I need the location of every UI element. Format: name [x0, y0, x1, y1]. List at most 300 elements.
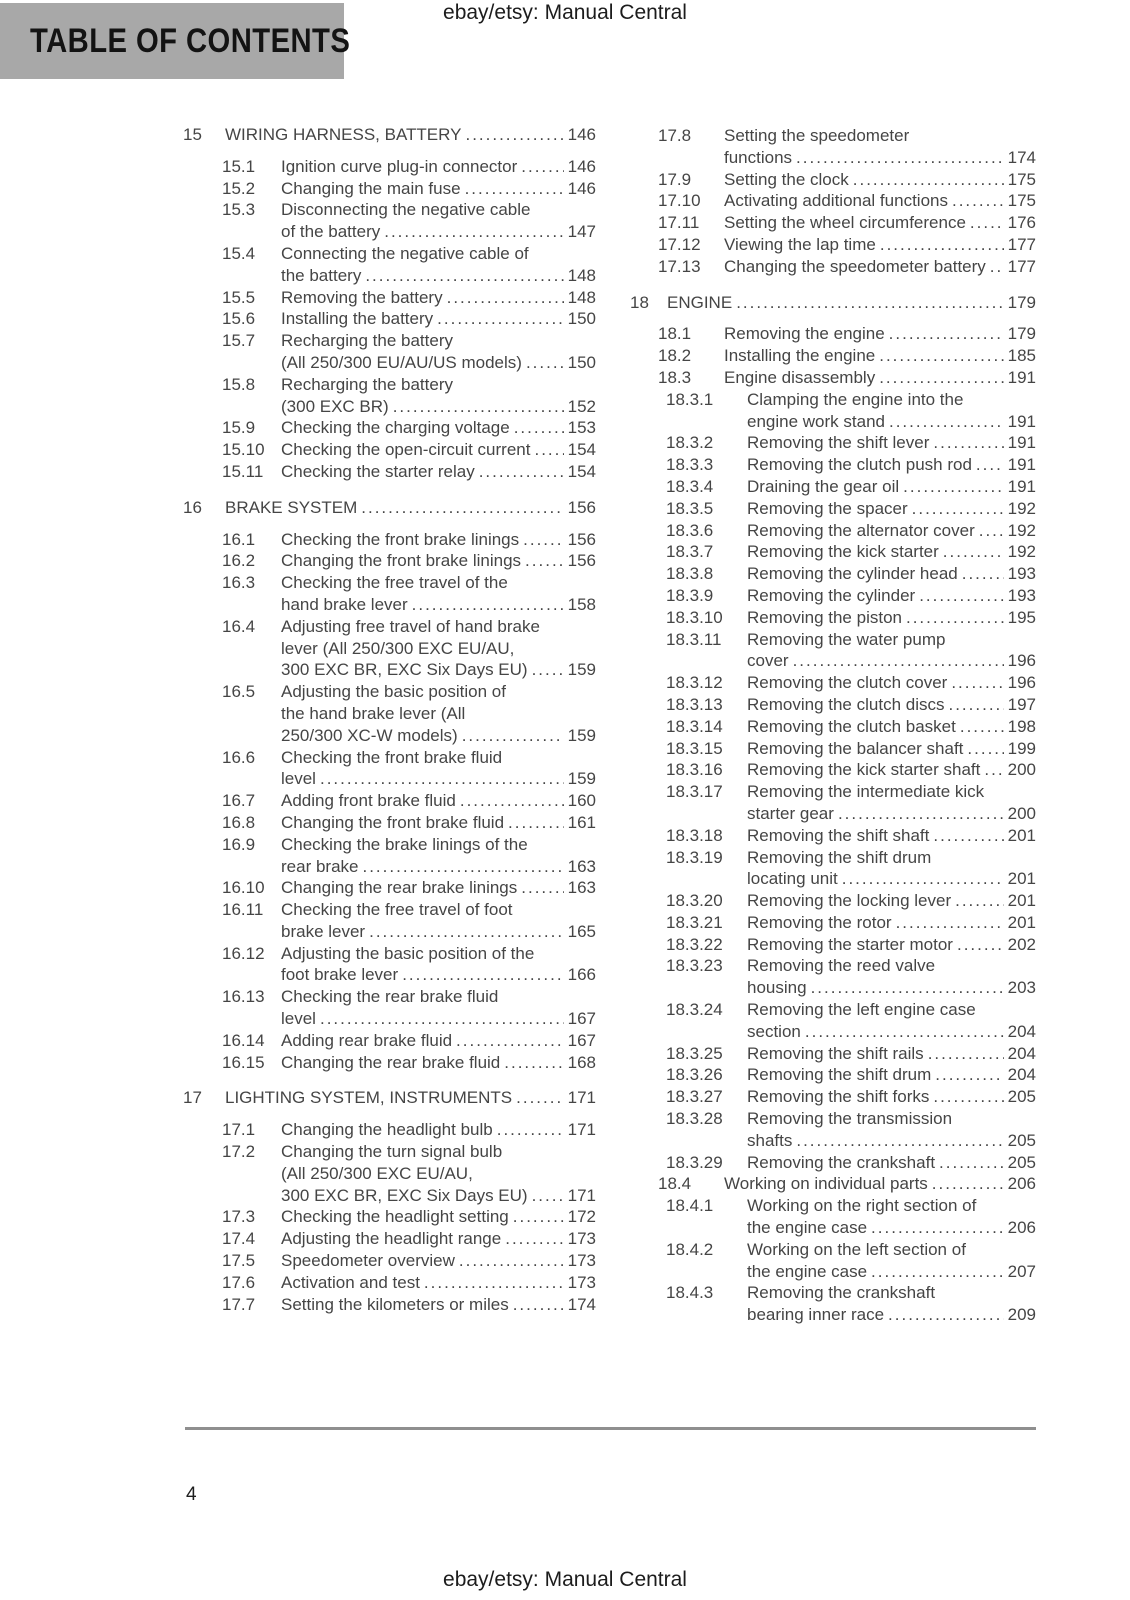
dot-leader — [933, 432, 1003, 454]
toc-entry — [183, 199, 596, 243]
entry-page: 201 — [1007, 869, 1036, 889]
entry-number: 15.3 — [222, 200, 256, 220]
toc-entry — [630, 1282, 1036, 1326]
entry-page: 168 — [567, 1052, 596, 1072]
toc-column — [183, 124, 596, 1315]
entry-number: 16.3 — [222, 573, 256, 593]
entry-text-line: level — [281, 1009, 316, 1029]
entry-text-line: Removing the clutch basket — [747, 716, 956, 736]
entry-page: 192 — [1007, 520, 1036, 540]
toc-entry — [630, 1195, 1036, 1239]
entry-page: 146 — [567, 125, 596, 144]
entry-number: 16.2 — [222, 551, 256, 571]
entry-text-line: Checking the starter relay — [281, 461, 475, 481]
entry-text-line: LIGHTING SYSTEM, INSTRUMENTS — [225, 1088, 513, 1108]
entry-page: 201 — [1007, 891, 1036, 911]
entry-page: 156 — [567, 497, 596, 517]
entry-text-line: Removing the intermediate kick — [747, 782, 985, 802]
dot-leader — [447, 287, 564, 309]
entry-page: 148 — [567, 265, 596, 285]
entry-number: 18.4 — [658, 1174, 692, 1194]
entry-page: 205 — [1007, 1152, 1036, 1172]
entry-page: 193 — [1007, 585, 1036, 605]
entry-text-line: housing — [747, 978, 807, 998]
dot-leader — [948, 694, 1003, 716]
toc-entry — [630, 1173, 1036, 1195]
entry-page: 191 — [1007, 455, 1036, 475]
page-header-title: ebay/etsy: Manual Central — [443, 1, 687, 24]
toc-entry — [630, 212, 1036, 234]
entry-text-line: Removing the kick starter shaft — [747, 760, 981, 780]
toc-entry — [630, 847, 1036, 891]
entry-text-line: ENGINE — [667, 292, 733, 312]
toc-entry — [630, 1086, 1036, 1108]
toc-entry — [183, 1141, 596, 1206]
entry-page: 158 — [567, 594, 596, 614]
toc-entry — [183, 243, 596, 287]
entry-text-line: Changing the headlight bulb — [281, 1120, 493, 1140]
entry-number: 18 — [630, 292, 649, 312]
dot-leader — [976, 454, 1004, 476]
entry-number: 16.15 — [222, 1052, 265, 1072]
entry-number: 15.6 — [222, 309, 256, 329]
entry-page: 179 — [1007, 292, 1036, 312]
entry-page: 204 — [1007, 1065, 1036, 1085]
entry-page: 207 — [1007, 1261, 1036, 1281]
dot-leader — [402, 964, 563, 986]
entry-page: 191 — [1007, 411, 1036, 431]
toc-entry — [183, 681, 596, 746]
entry-page: 202 — [1007, 934, 1036, 954]
dot-leader — [903, 476, 1003, 498]
entry-number: 15.1 — [222, 156, 256, 176]
entry-number: 18.3.15 — [666, 738, 723, 758]
toc-entry — [630, 629, 1036, 673]
entry-page: 171 — [567, 1185, 596, 1205]
toc-entry — [183, 1206, 596, 1228]
entry-number: 17 — [183, 1088, 202, 1108]
entry-page: 179 — [1007, 324, 1036, 344]
toc-entry — [630, 716, 1036, 738]
entry-page: 195 — [1007, 607, 1036, 627]
entry-text-line: Adjusting the basic position of — [281, 682, 506, 702]
entry-text-line: engine work stand — [747, 411, 885, 431]
entry-number: 18.3.28 — [666, 1109, 723, 1129]
entry-text-line: Removing the shift drum — [747, 1065, 932, 1085]
toc-entry — [630, 890, 1036, 912]
toc-entry — [183, 417, 596, 439]
entry-number: 17.9 — [658, 169, 692, 189]
entry-page: 152 — [567, 396, 596, 416]
entry-number: 17.3 — [222, 1207, 256, 1227]
toc-title-banner — [0, 3, 351, 79]
entry-number: 15.5 — [222, 287, 256, 307]
toc-entry — [183, 1228, 596, 1250]
entry-text-line: Removing the cylinder head — [747, 564, 958, 584]
entry-number: 17.10 — [658, 191, 701, 211]
toc-title: TABLE OF CONTENTS — [30, 21, 351, 60]
entry-page: 150 — [567, 309, 596, 329]
toc-entry — [630, 934, 1036, 956]
entry-text-line: (All 250/300 EU/AU/US models) — [281, 352, 522, 372]
entry-text-line: Disconnecting the negative cable — [281, 200, 531, 220]
entry-text-line: brake lever — [281, 921, 366, 941]
entry-page: 159 — [567, 769, 596, 789]
entry-page: 197 — [1007, 694, 1036, 714]
toc-entry — [183, 461, 596, 483]
entry-page: 203 — [1007, 978, 1036, 998]
entry-text-line: Checking the brake linings of the — [281, 834, 528, 854]
entry-text-line: rear brake — [281, 856, 359, 876]
toc-entry — [183, 616, 596, 681]
entry-number: 18.3.29 — [666, 1152, 723, 1172]
entry-number: 18.3.9 — [666, 585, 714, 605]
entry-text-line: Working on the right section of — [747, 1196, 977, 1216]
dot-leader — [970, 212, 1004, 234]
entry-number: 17.6 — [222, 1272, 256, 1292]
entry-number: 18.3.19 — [666, 847, 723, 867]
entry-text-line: Removing the locking lever — [747, 891, 952, 911]
toc-entry — [630, 1239, 1036, 1283]
entry-text-line: bearing inner race — [747, 1305, 885, 1325]
entry-text-line: Checking the open-circuit current — [281, 440, 531, 460]
entry-text-line: the engine case — [747, 1218, 868, 1238]
entry-page: 163 — [567, 856, 596, 876]
toc-entry — [183, 1119, 596, 1141]
toc-section-header — [630, 292, 1036, 314]
toc-entry — [630, 672, 1036, 694]
entry-text-line: of the battery — [281, 222, 381, 242]
entry-text-line: Changing the rear brake linings — [281, 878, 518, 898]
entry-text-line: Changing the turn signal bulb — [281, 1142, 503, 1162]
dot-leader — [889, 323, 1004, 345]
entry-page: 160 — [567, 791, 596, 811]
dot-leader — [933, 825, 1003, 847]
dot-leader — [504, 1052, 563, 1074]
entry-number: 16.8 — [222, 812, 256, 832]
entry-page: 177 — [1007, 256, 1036, 276]
entry-page: 154 — [567, 461, 596, 481]
toc-entry — [183, 439, 596, 461]
dot-leader — [933, 1086, 1003, 1108]
entry-page: 146 — [567, 156, 596, 176]
entry-text-line: Draining the gear oil — [747, 476, 900, 496]
entry-number: 18.3.5 — [666, 498, 714, 518]
entry-number: 18.4.3 — [666, 1283, 714, 1303]
dot-leader — [508, 812, 564, 834]
entry-page: 173 — [567, 1272, 596, 1292]
entry-text-line: Setting the speedometer — [724, 126, 910, 145]
entry-number: 15.7 — [222, 331, 256, 351]
entry-page: 192 — [1007, 542, 1036, 562]
toc-entry — [183, 1272, 596, 1294]
dot-leader — [793, 650, 1004, 672]
entry-text-line: Checking the free travel of the — [281, 573, 508, 593]
entry-number: 18.3.13 — [666, 694, 723, 714]
dot-leader — [962, 563, 1004, 585]
entry-page: 193 — [1007, 564, 1036, 584]
entry-text-line: Checking the headlight setting — [281, 1207, 509, 1227]
entry-page: 201 — [1007, 912, 1036, 932]
entry-text-line: Setting the kilometers or miles — [281, 1294, 509, 1314]
entry-text-line: Removing the alternator cover — [747, 520, 975, 540]
toc-entry — [183, 899, 596, 943]
entry-page: 161 — [567, 812, 596, 832]
entry-number: 18.3.14 — [666, 716, 723, 736]
entry-page: 198 — [1007, 716, 1036, 736]
entry-number: 16.4 — [222, 616, 256, 636]
entry-text-line: Changing the speedometer battery — [724, 256, 986, 276]
toc-entry — [630, 999, 1036, 1043]
page-number: 4 — [186, 1484, 197, 1505]
entry-number: 16.9 — [222, 834, 256, 854]
dot-leader — [990, 256, 1004, 278]
dot-leader — [912, 498, 1004, 520]
entry-page: 173 — [567, 1251, 596, 1271]
entry-number: 18.3.17 — [666, 782, 723, 802]
toc-entry — [630, 432, 1036, 454]
entry-number: 18.3.6 — [666, 520, 714, 540]
dot-leader — [879, 345, 1003, 367]
entry-number: 18.3.21 — [666, 912, 723, 932]
entry-text-line: functions — [724, 147, 793, 167]
toc-entry — [630, 738, 1036, 760]
entry-page: 196 — [1007, 673, 1036, 693]
dot-leader — [465, 178, 564, 200]
entry-number: 18.3.7 — [666, 542, 714, 562]
entry-text-line: Engine disassembly — [724, 367, 876, 387]
entry-text-line: Removing the clutch discs — [747, 694, 945, 714]
dot-leader — [532, 1185, 564, 1207]
entry-page: 204 — [1007, 1043, 1036, 1063]
entry-number: 18.3.25 — [666, 1043, 723, 1063]
entry-text-line: Removing the shift forks — [747, 1087, 930, 1107]
entry-number: 17.2 — [222, 1142, 256, 1162]
dot-leader — [979, 520, 1004, 542]
entry-page: 163 — [567, 878, 596, 898]
dot-leader — [459, 1250, 564, 1272]
dot-leader — [393, 396, 564, 418]
entry-page: 156 — [567, 529, 596, 549]
entry-page: 206 — [1007, 1218, 1036, 1238]
entry-text-line: Removing the shift rails — [747, 1043, 924, 1063]
dot-leader — [853, 169, 1004, 191]
dot-leader — [460, 790, 564, 812]
dot-leader — [497, 1119, 564, 1141]
dot-leader — [736, 292, 1003, 314]
toc-entry — [630, 323, 1036, 345]
toc-entry — [183, 943, 596, 987]
dot-leader — [957, 934, 1004, 956]
entry-text-line: Removing the rotor — [747, 912, 892, 932]
toc-section-header — [183, 497, 596, 519]
dot-leader — [879, 367, 1003, 389]
dot-leader — [952, 190, 1004, 212]
dot-leader — [521, 156, 563, 178]
entry-text-line: Checking the free travel of foot — [281, 900, 513, 920]
page-footer-title: ebay/etsy: Manual Central — [443, 1568, 687, 1591]
toc-entry — [183, 790, 596, 812]
entry-text-line: Removing the piston — [747, 607, 902, 627]
dot-leader — [462, 725, 564, 747]
entry-text-line: Removing the water pump — [747, 629, 946, 649]
entry-page: 201 — [1007, 825, 1036, 845]
entry-text-line: Installing the engine — [724, 346, 876, 366]
entry-page: 154 — [567, 440, 596, 460]
entry-number: 18.3.24 — [666, 1000, 723, 1020]
entry-page: 172 — [567, 1207, 596, 1227]
toc-entry — [183, 1294, 596, 1316]
entry-number: 15.9 — [222, 418, 256, 438]
entry-number: 18.3.10 — [666, 607, 723, 627]
entry-page: 150 — [567, 352, 596, 372]
dot-leader — [805, 1021, 1004, 1043]
dot-leader — [811, 977, 1004, 999]
entry-text-line: Setting the wheel circumference — [724, 213, 966, 233]
toc-entry — [630, 541, 1036, 563]
toc-entry — [630, 389, 1036, 433]
entry-text-line: level — [281, 769, 316, 789]
entry-text-line: starter gear — [747, 803, 834, 823]
dot-leader — [521, 877, 563, 899]
entry-number: 18.4.2 — [666, 1239, 714, 1259]
dot-leader — [532, 659, 564, 681]
toc-column — [630, 125, 1036, 1326]
entry-text-line: Setting the clock — [724, 169, 849, 189]
entry-text-line: Connecting the negative cable of — [281, 243, 529, 263]
entry-text-line: Viewing the lap time — [724, 234, 876, 254]
dot-leader — [842, 868, 1004, 890]
entry-page: 209 — [1007, 1305, 1036, 1325]
entry-text-line: BRAKE SYSTEM — [225, 497, 358, 517]
entry-text-line: shafts — [747, 1130, 793, 1150]
entry-text-line: (300 EXC BR) — [281, 396, 389, 416]
toc-entry — [183, 1052, 596, 1074]
entry-page: 173 — [567, 1229, 596, 1249]
toc-entry — [630, 476, 1036, 498]
entry-number: 16 — [183, 497, 202, 517]
entry-page: 185 — [1007, 346, 1036, 366]
entry-page: 191 — [1007, 476, 1036, 496]
entry-page: 200 — [1007, 760, 1036, 780]
toc-section-header — [183, 1087, 596, 1109]
toc-entry — [183, 1030, 596, 1052]
entry-number: 18.3.22 — [666, 934, 723, 954]
dot-leader — [888, 1304, 1004, 1326]
entry-number: 18.3.1 — [666, 389, 714, 409]
entry-number: 17.13 — [658, 256, 701, 276]
entry-text-line: (All 250/300 EXC EU/AU, — [281, 1163, 473, 1183]
entry-number: 18.3.4 — [666, 476, 714, 496]
toc-entry — [630, 367, 1036, 389]
entry-number: 18.3.16 — [666, 760, 723, 780]
entry-text-line: Installing the battery — [281, 309, 434, 329]
entry-text-line: Checking the front brake fluid — [281, 747, 503, 767]
entry-page: 200 — [1007, 803, 1036, 823]
toc-entry — [630, 1108, 1036, 1152]
dot-leader — [412, 594, 564, 616]
dot-leader — [951, 672, 1003, 694]
dot-leader — [365, 265, 563, 287]
entry-text-line: locating unit — [747, 869, 838, 889]
entry-text-line: Removing the balancer shaft — [747, 738, 964, 758]
entry-number: 15.11 — [222, 461, 264, 481]
toc-entry — [183, 330, 596, 374]
entry-text-line: Adding front brake fluid — [281, 791, 456, 811]
entry-text-line: Checking the front brake linings — [281, 529, 520, 549]
entry-text-line: Removing the spacer — [747, 498, 908, 518]
entry-text-line: Adjusting free travel of hand brake — [281, 616, 540, 636]
entry-number: 17.4 — [222, 1229, 256, 1249]
toc-entry — [183, 308, 596, 330]
dot-leader — [526, 352, 564, 374]
entry-text-line: Removing the left engine case — [747, 1000, 976, 1020]
entry-number: 17.1 — [222, 1120, 256, 1140]
entry-number: 17.11 — [658, 213, 700, 233]
entry-page: 159 — [567, 725, 596, 745]
entry-number: 15.10 — [222, 440, 265, 460]
dot-leader — [967, 738, 1003, 760]
entry-page: 192 — [1007, 498, 1036, 518]
toc-entry — [630, 759, 1036, 781]
entry-number: 16.1 — [222, 529, 256, 549]
entry-text-line: Removing the shift lever — [747, 433, 930, 453]
toc-entry — [630, 520, 1036, 542]
entry-page: 205 — [1007, 1087, 1036, 1107]
entry-text-line: Speedometer overview — [281, 1251, 455, 1271]
entry-text-line: Removing the crankshaft — [747, 1152, 936, 1172]
entry-number: 18.4.1 — [666, 1196, 714, 1216]
entry-number: 16.5 — [222, 682, 256, 702]
footer-divider-line — [185, 1427, 1036, 1430]
entry-number: 16.7 — [222, 791, 256, 811]
entry-text-line: Removing the clutch push rod — [747, 455, 972, 475]
toc-entry — [183, 986, 596, 1030]
dot-leader — [871, 1261, 1004, 1283]
entry-text-line: Removing the kick starter — [747, 542, 939, 562]
entry-page: 175 — [1007, 191, 1036, 211]
entry-text-line: Checking the charging voltage — [281, 418, 510, 438]
entry-text-line: Removing the reed valve — [747, 956, 936, 976]
dot-leader — [479, 461, 564, 483]
entry-number: 18.3.2 — [666, 433, 714, 453]
entry-page: 156 — [567, 551, 596, 571]
entry-text-line: Removing the engine — [724, 324, 885, 344]
entry-number: 15.8 — [222, 374, 256, 394]
dot-leader — [384, 221, 563, 243]
entry-text-line: Changing the rear brake fluid — [281, 1052, 501, 1072]
entry-text-line: Removing the crankshaft — [747, 1283, 936, 1303]
entry-number: 18.3.20 — [666, 891, 723, 911]
entry-text-line: Removing the shift drum — [747, 847, 932, 867]
toc-entry — [630, 1064, 1036, 1086]
entry-text-line: cover — [747, 651, 789, 671]
entry-text-line: Changing the front brake linings — [281, 551, 522, 571]
dot-leader — [513, 1294, 564, 1316]
dot-leader — [437, 308, 563, 330]
entry-text-line: foot brake lever — [281, 965, 399, 985]
dot-leader — [960, 716, 1004, 738]
dot-leader — [514, 417, 564, 439]
toc-entry — [183, 877, 596, 899]
toc-entry — [183, 178, 596, 200]
toc-entry — [630, 169, 1036, 191]
entry-text-line: Ignition curve plug-in connector — [281, 156, 518, 176]
dot-leader — [984, 759, 1003, 781]
entry-text-line: Changing the front brake fluid — [281, 812, 505, 832]
toc-entry — [630, 125, 1036, 169]
entry-text-line: Checking the rear brake fluid — [281, 987, 499, 1007]
